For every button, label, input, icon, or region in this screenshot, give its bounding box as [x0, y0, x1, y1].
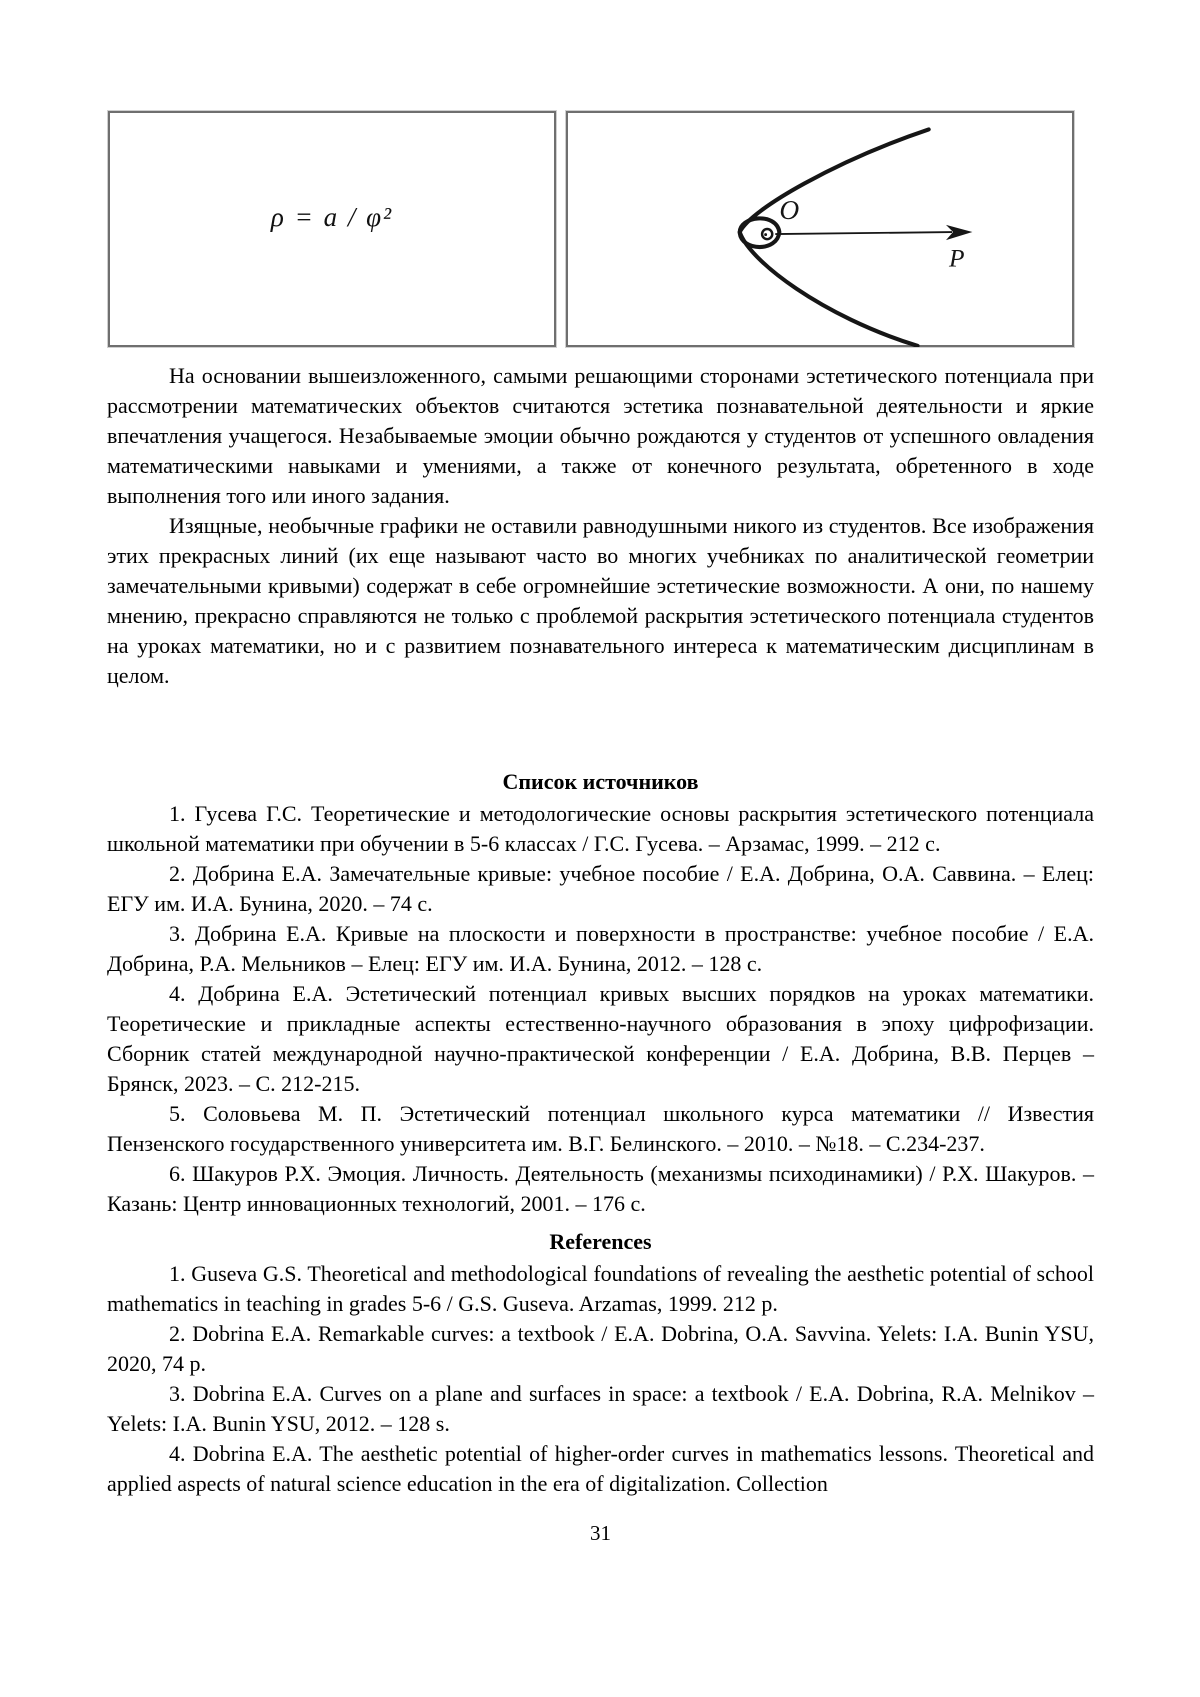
reference-item: 2. Dobrina E.A. Remarkable curves: a textbook / E.A. Dobrina, O.A. Savvina. Yelets: I.A. Bunin YSU, 2020, 74 p. [107, 1321, 1094, 1376]
source-item: 2. Добрина Е.А. Замечательные кривые: учебное пособие / Е.А. Добрина, О.А. Саввина. – Елец: ЕГУ им. И.А. Бунина, 2020. – 74 с. [107, 861, 1094, 916]
body-paragraph: Изящные, необычные графики не оставили равнодушными никого из студентов. Все изображения этих прекрасных линий (их еще называют часто во многих учебниках по аналитической геометрии замечательными кривыми) содержат в себе огромнейшие эстетические возможности. А они, по нашему мнению, прекрасно справляются не только с проблемой раскрытия эстетического потенциала студентов на уроках математики, но и с развитием познавательного интереса к математическим дисциплинам в целом. [107, 513, 1094, 688]
sources-heading: Список источников [502, 769, 699, 794]
origin-label: O [779, 194, 800, 225]
source-item: 5. Соловьева М. П. Эстетический потенциал школьного курса математики // Известия Пензенского государственного университета им. В.Г. Белинского. – 2010. – №18. – С.234-237. [107, 1101, 1094, 1156]
pole-dot [764, 233, 767, 236]
figure-curve-cell [565, 110, 1075, 348]
source-item: 3. Добрина Е.А. Кривые на плоскости и поверхности в пространстве: учебное пособие / Е.А. Добрина, Р.А. Мельников – Елец: ЕГУ им. И.А. Бунина, 2012. – 128 с. [107, 921, 1094, 976]
pole-circle [762, 229, 772, 239]
body-paragraph: На основании вышеизложенного, самыми решающими сторонами эстетического потенциала при рассмотрении математических объектов считаются эстетика познавательной деятельности и яркие впечатления учащегося. Незабываемые эмоции обычно рождаются у студентов от успешного овладения математическими навыками и умениями, а также от конечного результата, обретенного в ходе выполнения того или иного задания. [107, 363, 1094, 508]
axis-label: P [949, 244, 965, 273]
source-item: 4. Добрина Е.А. Эстетический потенциал кривых высших порядков на уроках математики. Теоретические и прикладные аспекты естественно-научного образования в эпоху цифрофизации. Сборник статей международной научно-практической конференции / Е.А. Добрина, В.В. Перцев – Брянск, 2023. – С. 212-215. [107, 981, 1094, 1096]
reference-item: 1. Guseva G.S. Theoretical and methodological foundations of revealing the aesthetic potential of school mathematics in teaching in grades 5-6 / G.S. Guseva. Arzamas, 1999. 212 p. [107, 1261, 1094, 1316]
spiral-curve-figure [566, 111, 1074, 347]
figure-formula-cell [107, 110, 557, 348]
curve-loop-path [740, 218, 780, 247]
references-heading: References [549, 1229, 652, 1254]
page-number: 31 [590, 1521, 611, 1545]
figure-table [107, 110, 1075, 348]
axis-arrow-line [775, 232, 952, 234]
source-item: 6. Шакуров Р.Х. Эмоция. Личность. Деятельность (механизмы психодинамики) / Р.Х. Шакуров. – Казань: Центр инновационных технологий, 2001. – 176 с. [107, 1161, 1094, 1216]
source-item: 1. Гусева Г.С. Теоретические и методологические основы раскрытия эстетического потенциала школьной математики при обучении в 5-6 классах / Г.С. Гусева. – Арзамас, 1999. – 212 с. [107, 801, 1094, 856]
curve-path [740, 129, 929, 345]
reference-item: 3. Dobrina E.A. Curves on a plane and surfaces in space: a textbook / E.A. Dobrina, R.A. Melnikov – Yelets: I.A. Bunin YSU, 2012. – 128 s. [107, 1381, 1094, 1436]
polar-formula: ρ = a / φ² [270, 201, 394, 232]
reference-item: 4. Dobrina E.A. The aesthetic potential of higher-order curves in mathematics lessons. Theoretical and applied aspects of natural science education in the era of digitalization. Collection [107, 1441, 1094, 1496]
